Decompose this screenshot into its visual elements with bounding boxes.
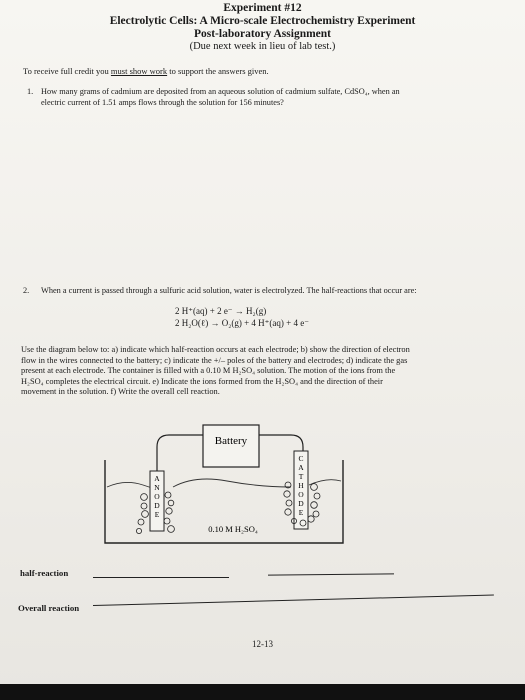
cathode-letter-c: C bbox=[298, 454, 304, 463]
anode-letter-o: O bbox=[154, 492, 160, 501]
cathode-letter-h: H bbox=[298, 481, 304, 490]
half-reaction-2: 2 H₂O(ℓ) → O₂(g) + 4 H⁺(aq) + 4 e⁻ bbox=[175, 318, 309, 328]
anode-letter-e: E bbox=[154, 510, 160, 519]
overall-reaction-label: Overall reaction bbox=[18, 603, 80, 613]
battery-label: Battery bbox=[214, 435, 248, 447]
instructions-emphasis: must show work bbox=[110, 66, 168, 76]
q2-para-line-2: flow in the wires connected to the battery; c) indicate the +/– poles of the battery and electrodes; d) indicate the gas bbox=[21, 355, 408, 365]
cathode-letter-o: O bbox=[298, 490, 304, 499]
experiment-number: Experiment #12 bbox=[223, 2, 302, 14]
q2-para-line-1: Use the diagram below to: a) indicate which half-reaction occurs at each electrode; b) show the direction of electron bbox=[21, 345, 410, 354]
half-reaction-1: 2 H⁺(aq) + 2 e⁻ → H₂(g) bbox=[175, 306, 267, 316]
q2-para-line-5: movement in the solution. f) Write the overall cell reaction. bbox=[21, 387, 220, 397]
solution-label: 0.10 M H₂SO₄ bbox=[208, 524, 258, 534]
assignment-title: Post-laboratory Assignment bbox=[193, 28, 332, 40]
cathode-letter-t: T bbox=[298, 472, 304, 481]
anode-letter-a: A bbox=[154, 474, 160, 483]
half-reaction-label: half-reaction bbox=[20, 568, 69, 578]
photo-bottom-edge bbox=[0, 684, 525, 700]
page-number: 12-13 bbox=[252, 639, 273, 649]
experiment-title: Electrolytic Cells: A Micro-scale Electrochemistry Experiment bbox=[109, 15, 416, 27]
anode-wire bbox=[157, 435, 203, 475]
q1-number: 1. bbox=[27, 87, 34, 96]
anode-letter-n: N bbox=[154, 483, 160, 492]
q1-text bbox=[41, 86, 491, 108]
half-reaction-answer-line-1 bbox=[93, 577, 229, 578]
overall-reaction-answer-line bbox=[93, 595, 494, 606]
cathode-letter-d: D bbox=[298, 499, 304, 508]
q2-para-line-3: present at each electrode. The container is filled with a 0.10 M H₂SO₄ solution. The motion of the ions from the bbox=[21, 366, 396, 376]
half-reaction-answer-line-2 bbox=[268, 573, 394, 575]
cathode-label bbox=[298, 454, 304, 517]
instructions bbox=[23, 66, 269, 76]
q2-number: 2. bbox=[23, 286, 30, 295]
due-note: (Due next week in lieu of lab test.) bbox=[189, 41, 336, 52]
cathode-letter-a: A bbox=[298, 463, 304, 472]
instructions-text-1: To receive full credit you bbox=[23, 66, 111, 76]
electrolysis-cell-diagram bbox=[95, 415, 365, 550]
instructions-text-2: to support the answers given. bbox=[167, 66, 269, 76]
anode-letter-d: D bbox=[154, 501, 160, 510]
q2-instructions bbox=[21, 345, 499, 398]
q1-line-1: How many grams of cadmium are deposited from an aqueous solution of cadmium sulfate, CdSO₄, when an bbox=[41, 87, 400, 96]
q1-line-2: electric current of 1.51 amps flows through the solution for 156 minutes? bbox=[41, 98, 284, 107]
q2-text: When a current is passed through a sulfuric acid solution, water is electrolyzed. The half-reactions that occur are: bbox=[41, 286, 417, 295]
q2-para-line-4: H₂SO₄ completes the electrical circuit. e) Indicate the ions formed from the H₂SO₄ and the direction of their bbox=[21, 376, 383, 386]
cathode-letter-e: E bbox=[298, 508, 304, 517]
